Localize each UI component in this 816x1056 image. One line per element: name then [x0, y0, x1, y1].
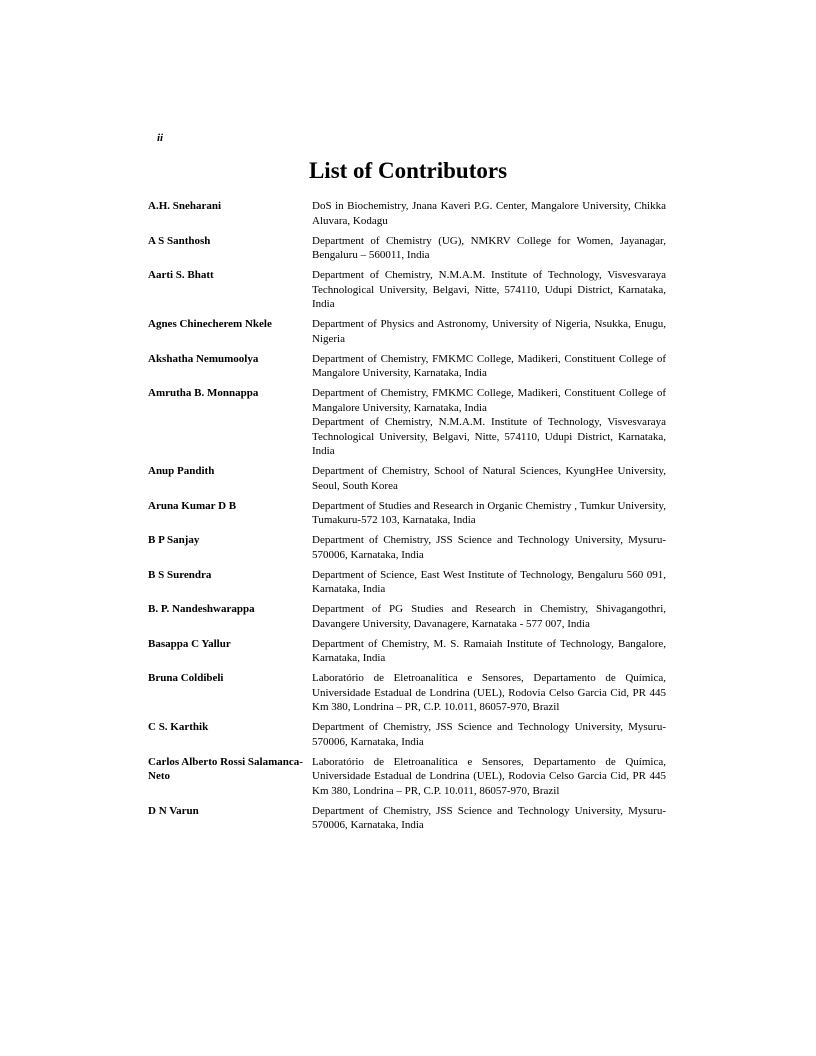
contributor-entry [148, 755, 666, 799]
contributor-affiliations [312, 464, 666, 493]
contributor-affiliations [312, 386, 666, 459]
contributor-affiliations [312, 637, 666, 666]
affiliation: Department of Chemistry, School of Natural Sciences, KyungHee University, Seoul, South Korea [312, 465, 666, 492]
contributor-affiliations [312, 533, 666, 562]
contributor-name: Akshatha Nemumoolya [148, 352, 259, 365]
contributor-name: Aarti S. Bhatt [148, 269, 214, 281]
contributor-affiliations [312, 317, 666, 346]
affiliation: Department of Chemistry, JSS Science and Technology University, Mysuru- 570006, Karnataka, India [312, 804, 666, 831]
contributor-entry [148, 499, 666, 528]
affiliation: Department of Chemistry, FMKMC College, Madikeri, Constituent College of Mangalore University, Karnataka, India [312, 387, 666, 414]
contributor-entry [148, 568, 666, 597]
contributor-affiliations [312, 268, 666, 312]
contributor-name: D N Varun [148, 804, 199, 817]
contributor-entry [148, 720, 666, 749]
contributor-affiliations [312, 499, 666, 528]
contributor-entry [148, 386, 666, 459]
contributor-name: Anup Pandith [148, 465, 215, 477]
affiliation: DoS in Biochemistry, Jnana Kaveri P.G. Center, Mangalore University, Chikka Aluvara, Kodagu [312, 200, 666, 227]
contributor-affiliations [312, 602, 666, 631]
contributor-name: B. P. Nandeshwarappa [148, 603, 255, 615]
contributor-entry [148, 268, 666, 312]
contributor-name: C S. Karthik [148, 721, 209, 733]
affiliation: Department of Chemistry, N.M.A.M. Institute of Technology, Visvesvaraya Technological University, Belgavi, Nitte, 574110, Udupi District, Karnataka, India [312, 269, 666, 310]
affiliation: Department of PG Studies and Research in Chemistry, Shivagangothri, Davangere University, Davanagere, Karnataka - 577 007, India [312, 603, 666, 630]
contributor-name: B S Surendra [148, 568, 212, 581]
affiliation: Department of Science, East West Institute of Technology, Bengaluru 560 091, Karnataka, India [312, 568, 666, 595]
contributor-entry [148, 199, 666, 228]
contributor-name: Carlos Alberto Rossi Salamanca-Neto [148, 755, 303, 782]
affiliation: Laboratório de Eletroanalítica e Sensores, Departamento de Química, Universidade Estadual de Londrina (UEL), Rodovia Celso Garcia Cid, PR 445 Km 380, Londrina – PR, C.P. 10.011, 86057-970, Brazil [312, 755, 666, 797]
contributor-name: A S Santhosh [148, 234, 211, 247]
contributor-entry [148, 602, 666, 631]
contributor-entry [148, 671, 666, 715]
contributor-entry [148, 234, 666, 263]
contributor-entry [148, 352, 666, 381]
page-title: List of Contributors [308, 158, 508, 183]
affiliation: Department of Chemistry, JSS Science and Technology University, Mysuru- 570006, Karnataka, India [312, 721, 666, 748]
contributor-name: Basappa C Yallur [148, 637, 231, 650]
contributor-affiliations [312, 568, 666, 597]
affiliation: Department of Chemistry (UG), NMKRV College for Women, Jayanagar, Bengaluru – 560011, India [312, 234, 666, 261]
affiliation: Department of Physics and Astronomy, University of Nigeria, Nsukka, Enugu, Nigeria [312, 318, 666, 345]
contributor-affiliations [312, 352, 666, 381]
contributor-affiliations [312, 234, 666, 263]
contributor-name: B P Sanjay [148, 534, 200, 546]
affiliation: Department of Chemistry, FMKMC College, Madikeri, Constituent College of Mangalore University, Karnataka, India [312, 352, 666, 379]
contributor-affiliations [312, 804, 666, 833]
contributor-affiliations [312, 755, 666, 799]
contributor-name: Aruna Kumar D B [148, 499, 237, 512]
contributors-list [148, 199, 666, 838]
affiliation: Department of Chemistry, JSS Science and Technology University, Mysuru- 570006, Karnataka, India [312, 534, 666, 561]
contributor-entry [148, 317, 666, 346]
affiliation: Department of Chemistry, M. S. Ramaiah Institute of Technology, Bangalore, Karnataka, India [312, 637, 666, 664]
affiliation: Laboratório de Eletroanalítica e Sensores, Departamento de Química, Universidade Estadual de Londrina (UEL), Rodovia Celso Garcia Cid, PR 445 Km 380, Londrina – PR, C.P. 10.011, 86057-970, Brazil [312, 672, 666, 713]
contributor-name: A.H. Sneharani [148, 200, 222, 212]
contributor-entry [148, 533, 666, 562]
contributor-name: Agnes Chinecherem Nkele [148, 318, 272, 330]
contributor-entry [148, 637, 666, 666]
affiliation: Department of Chemistry, N.M.A.M. Institute of Technology, Visvesvaraya Technological University, Belgavi, Nitte, 574110, Udupi District, Karnataka, India [312, 416, 666, 457]
contributor-affiliations [312, 671, 666, 715]
page-number: ii [157, 132, 164, 144]
contributor-name: Amrutha B. Monnappa [148, 387, 259, 399]
contributor-affiliations [312, 199, 666, 228]
contributor-name: Bruna Coldibeli [148, 672, 224, 684]
contributor-entry [148, 464, 666, 493]
contributor-affiliations [312, 720, 666, 749]
contributor-entry [148, 804, 666, 833]
affiliation: Department of Studies and Research in Organic Chemistry , Tumkur University, Tumakuru-572 103, Karnataka, India [312, 499, 666, 526]
